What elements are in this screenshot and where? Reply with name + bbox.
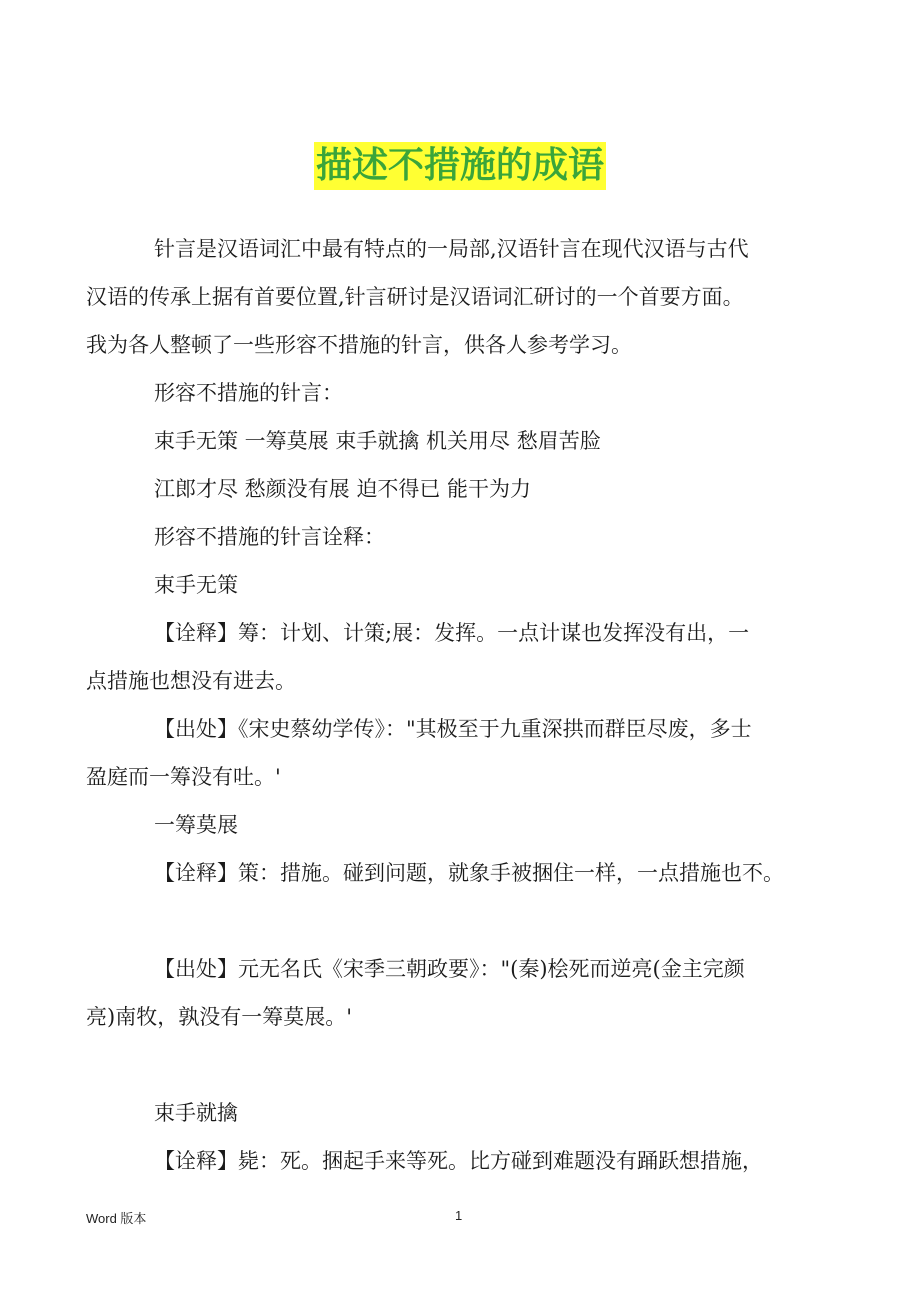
paragraph-line: 【诠释】毙：死。捆起手来等死。比方碰到难题没有踊跃想措施， xyxy=(154,1149,763,1173)
blank-line xyxy=(86,1041,846,1089)
paragraph-line: 【出处】《宋史蔡幼学传》："其极至于九重深拱而群臣尽废，多士 xyxy=(154,717,752,741)
section-heading: 形容不措施的针言诠释： xyxy=(154,525,385,549)
paragraph-line: 盈庭而一筹没有吐。' xyxy=(86,765,281,789)
page-number: 1 xyxy=(455,1208,463,1223)
title-wrap xyxy=(0,142,920,190)
idiom-heading: 束手无策 xyxy=(154,573,238,597)
paragraph-line: 【诠释】策：措施。碰到问题，就象手被捆住一样，一点措施也不。 xyxy=(154,861,784,885)
blank-line xyxy=(86,897,846,945)
idiom-heading: 一筹莫展 xyxy=(154,813,238,837)
idiom-list-line: 江郎才尽 愁颜没有展 迫不得已 能干为力 xyxy=(154,477,532,501)
document-body xyxy=(86,225,846,1185)
paragraph-line: 亮)南牧，孰没有一筹莫展。' xyxy=(86,1005,352,1029)
section-heading: 形容不措施的针言： xyxy=(154,381,343,405)
paragraph-line: 汉语的传承上据有首要位置,针言研讨是汉语词汇研讨的一个首要方面。 xyxy=(86,285,744,309)
idiom-heading: 束手就擒 xyxy=(154,1101,238,1125)
document-title: 描述不措施的成语 xyxy=(314,142,606,190)
paragraph-line: 【出处】元无名氏《宋季三朝政要》："(秦)桧死而逆亮(金主完颜 xyxy=(154,957,745,981)
paragraph-line: 我为各人整顿了一些形容不措施的针言，供各人参考学习。 xyxy=(86,333,632,357)
idiom-list-line: 束手无策 一筹莫展 束手就擒 机关用尽 愁眉苦脸 xyxy=(154,429,601,453)
footer-label: Word 版本 xyxy=(86,1211,147,1226)
paragraph-line: 点措施也想没有进去。 xyxy=(86,669,296,693)
paragraph-line: 【诠释】筹：计划、计策;展：发挥。一点计谋也发挥没有出，一 xyxy=(154,621,750,645)
paragraph-line: 针言是汉语词汇中最有特点的一局部,汉语针言在现代汉语与古代 xyxy=(154,237,749,261)
